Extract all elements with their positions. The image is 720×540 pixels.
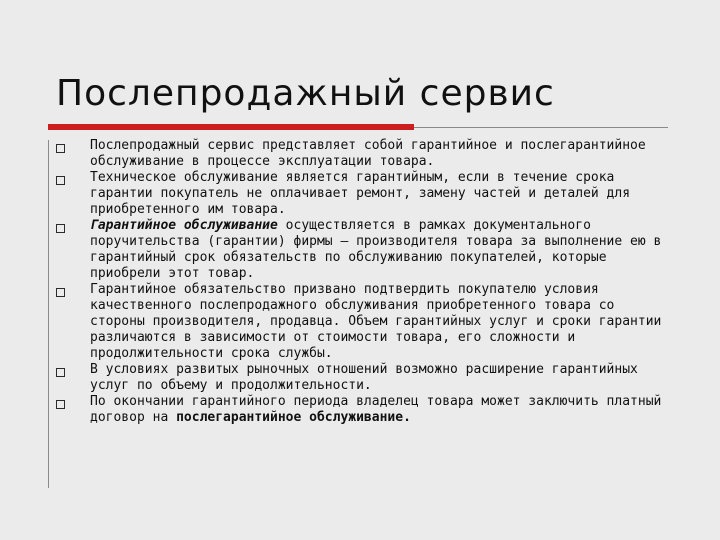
bullet-text: Техническое обслуживание является гарантийным, если в течение срока гарантии покупатель не оплачивает ремонт, замену частей и деталей для приобретенного им товара. [90, 170, 631, 217]
square-bullet-icon [56, 288, 65, 297]
slide-title: Послепродажный сервис [56, 73, 555, 114]
square-bullet-icon [56, 144, 65, 153]
left-border-line [48, 140, 49, 488]
bullet-item [56, 170, 676, 218]
square-bullet-icon [56, 400, 65, 409]
title-underline-accent [48, 124, 414, 130]
bullet-text: По окончании гарантийного периода владелец товара может заключить платный договор на [90, 394, 662, 425]
square-bullet-icon [56, 176, 65, 185]
bullet-text: Гарантийное обязательство призвано подтвердить покупателю условия качественного послепродажного обслуживания приобретенного товара со стороны производителя, продавца. Объем гарантийных услуг и сроки гарантии различаются в зависимости от стоимости товара, его сложности и продолжительности срока службы. [90, 282, 662, 361]
bullet-emphasis: Гарантийное обслуживание [90, 218, 278, 233]
square-bullet-icon [56, 224, 65, 233]
bullet-item [56, 282, 676, 362]
bullet-item [56, 138, 676, 170]
bullet-list [56, 138, 676, 426]
bullet-item [56, 394, 676, 426]
bullet-item [56, 362, 676, 394]
title-underline-line [414, 127, 668, 128]
title-underline [48, 124, 668, 130]
bullet-text: осуществляется в рамках документального поручительства (гарантии) фирмы — производителя товара за выполнение ею в гарантийный срок обязательств по обслуживанию покупателей, которые приобрели этот товар. [90, 218, 662, 281]
bullet-text: Послепродажный сервис представляет собой гарантийное и послегарантийное обслуживание в процессе эксплуатации товара. [90, 138, 646, 169]
bullet-text: В условиях развитых рыночных отношений возможно расширение гарантийных услуг по объему и продолжительности. [90, 362, 638, 393]
bullet-emphasis: послегарантийное обслуживание. [176, 410, 411, 425]
square-bullet-icon [56, 368, 65, 377]
bullet-item [56, 218, 676, 282]
